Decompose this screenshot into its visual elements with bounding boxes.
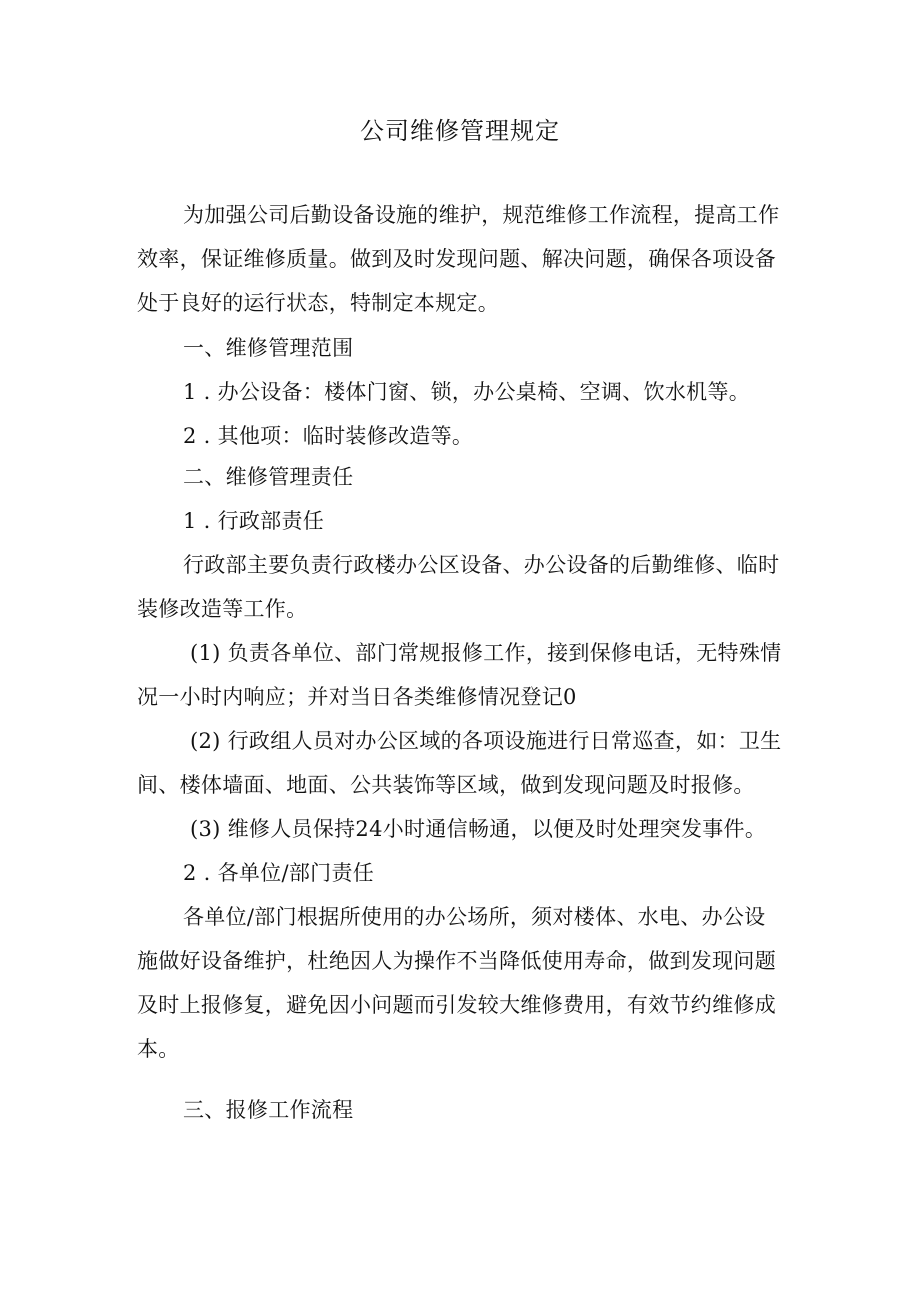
section-1-heading: 一、维修管理范围 bbox=[183, 336, 354, 360]
duty-2-line-1: (2) 行政组人员对办公区域的各项设施进行日常巡查，如：卫生 bbox=[190, 729, 782, 753]
section-2-sub2-line-4: 本。 bbox=[137, 1037, 180, 1061]
duty-1-line-1: (1) 负责各单位、部门常规报修工作，接到保修电话，无特殊情 bbox=[190, 641, 782, 665]
duty-2-line-2: 间、楼体墙面、地面、公共装饰等区域，做到发现问题及时报修。 bbox=[137, 773, 755, 797]
section-1 bbox=[137, 326, 787, 458]
section-3-heading: 三、报修工作流程 bbox=[183, 1098, 354, 1122]
intro-paragraph bbox=[137, 193, 787, 325]
section-2-sub1-line-2: 装修改造等工作。 bbox=[137, 597, 308, 621]
section-3 bbox=[137, 1088, 787, 1132]
section-1-item-2: 2 . 其他项：临时装修改造等。 bbox=[183, 424, 474, 448]
duty-3-line: (3) 维修人员保持24小时通信畅通，以便及时处理突发事件。 bbox=[190, 817, 767, 841]
section-2-heading: 二、维修管理责任 bbox=[183, 465, 354, 489]
section-2-sub1-line-1: 行政部主要负责行政楼办公区设备、办公设备的后勤维修、临时 bbox=[183, 553, 780, 577]
section-2 bbox=[137, 455, 787, 1071]
section-2-sub2-line-2: 施做好设备维护，杜绝因人为操作不当降低使用寿命，做到发现问题 bbox=[137, 949, 776, 973]
section-2-sub1-heading: 1 . 行政部责任 bbox=[183, 509, 325, 533]
section-2-sub2-line-1: 各单位/部门根据所使用的办公场所，须对楼体、水电、办公设 bbox=[183, 905, 766, 929]
section-2-sub2-line-3: 及时上报修复，避免因小问题而引发较大维修费用，有效节约维修成 bbox=[137, 993, 776, 1017]
intro-line-1: 为加强公司后勤设备设施的维护，规范维修工作流程，提高工作 bbox=[183, 203, 780, 227]
section-2-sub2-heading: 2 . 各单位/部门责任 bbox=[183, 861, 375, 885]
intro-line-3: 处于良好的运行状态，特制定本规定。 bbox=[137, 291, 500, 315]
document-title: 公司维修管理规定 bbox=[360, 117, 560, 145]
intro-line-2: 效率，保证维修质量。做到及时发现问题、解决问题，确保各项设备 bbox=[137, 247, 776, 271]
section-1-item-1: 1 . 办公设备：楼体门窗、锁，办公桌椅、空调、饮水机等。 bbox=[183, 380, 751, 404]
duty-1-line-2: 况一小时内响应；并对当日各类维修情况登记0 bbox=[137, 685, 577, 709]
